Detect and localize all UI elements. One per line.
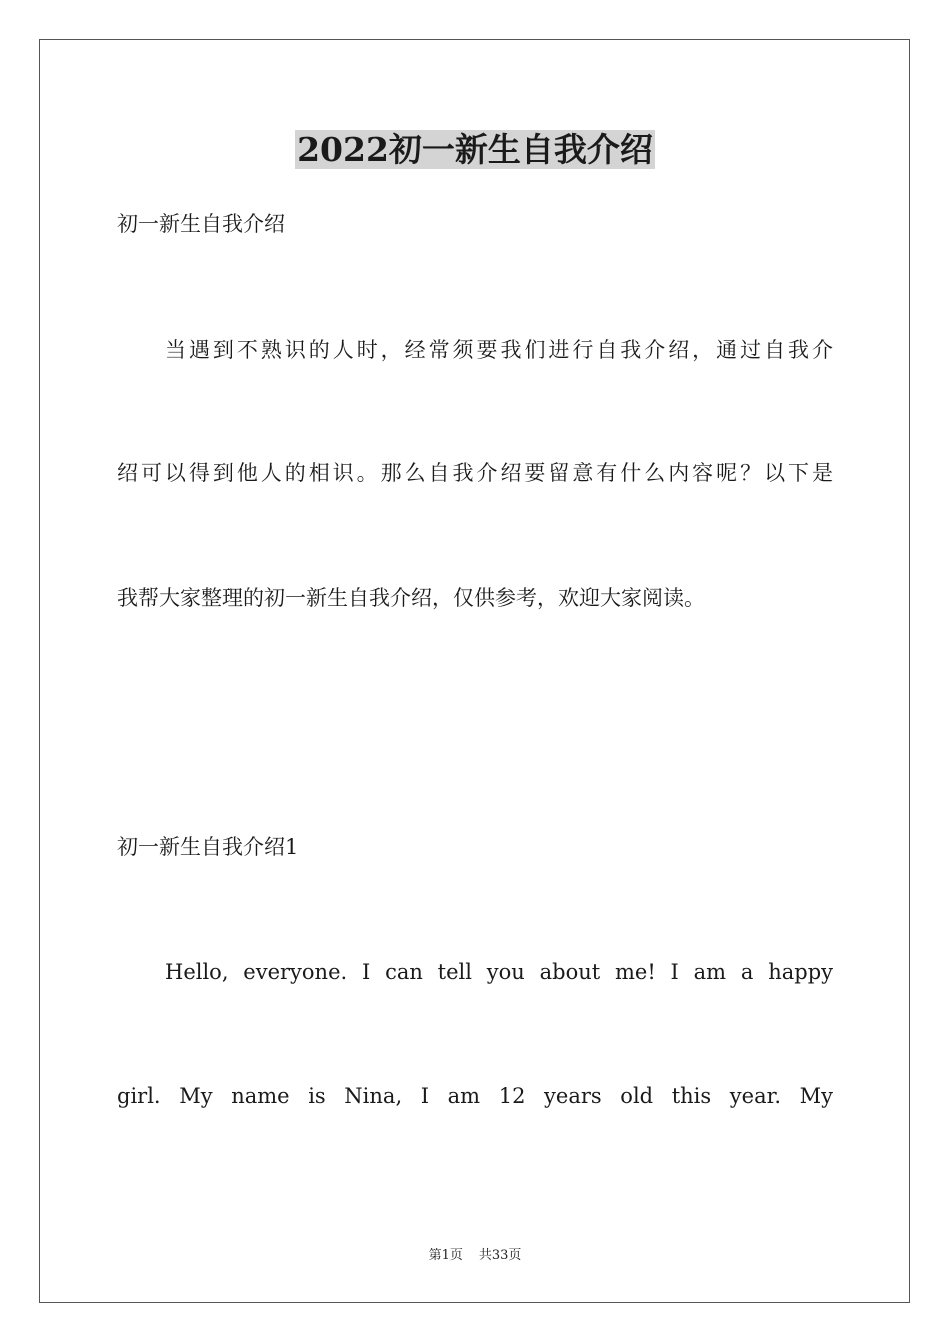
intro-line-3: 我帮大家整理的初一新生自我介绍，仅供参考，欢迎大家阅读。 bbox=[117, 586, 705, 610]
page-total: 共33页 bbox=[478, 1248, 522, 1263]
document-subtitle: 初一新生自我介绍 bbox=[117, 212, 285, 236]
intro-line-2: 绍可以得到他人的相识。那么自我介绍要留意有什么内容呢？以下是 bbox=[117, 461, 833, 485]
section-line-2: girl. My name is Nina, I am 12 years old this year. My bbox=[117, 1084, 833, 1108]
document-title bbox=[0, 124, 950, 176]
page-footer bbox=[0, 1246, 950, 1266]
intro-line-1: 当遇到不熟识的人时，经常须要我们进行自我介绍，通过自我介 bbox=[165, 338, 833, 362]
section-heading: 初一新生自我介绍1 bbox=[117, 835, 299, 859]
document-title-text: 2022初一新生自我介绍 bbox=[297, 130, 653, 169]
page-number: 第1页 bbox=[428, 1248, 463, 1263]
section-line-1: Hello, everyone. I can tell you about me! I am a happy bbox=[165, 960, 833, 984]
